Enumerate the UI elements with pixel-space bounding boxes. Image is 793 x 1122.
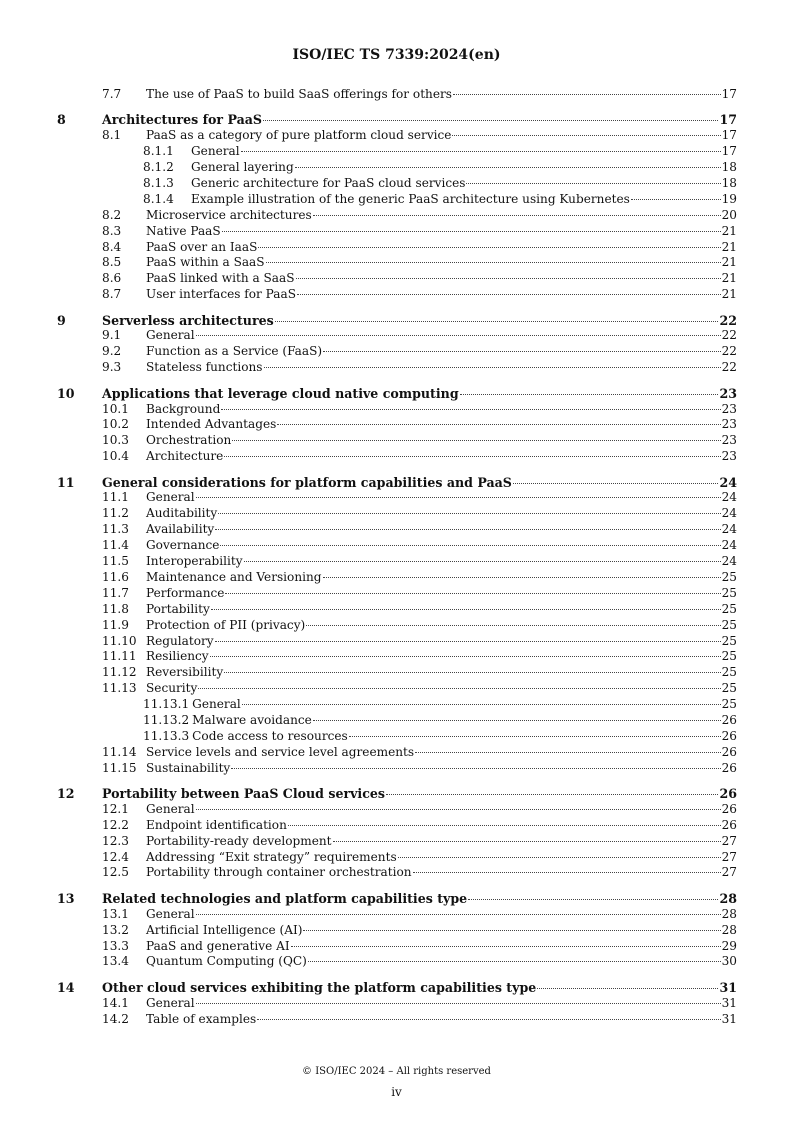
- toc-entry-title: Stateless functions: [146, 360, 263, 375]
- toc-entry-number: 8.1.3: [143, 175, 174, 190]
- toc-entry-page: 26: [721, 728, 737, 743]
- toc-entry-title: PaaS within a SaaS: [146, 255, 265, 270]
- toc-entry-title: Quantum Computing (QC): [146, 954, 307, 969]
- toc-entry-title: Performance: [146, 585, 225, 600]
- toc-dot-leader: [631, 199, 721, 200]
- toc-entry-page: 24: [719, 474, 737, 490]
- toc-entry-title: General considerations for platform capabilities and PaaS: [102, 474, 512, 490]
- toc-entry[interactable]: [57, 729, 737, 745]
- toc-entry-page: 24: [721, 554, 737, 569]
- toc-entry-page: 22: [719, 312, 737, 328]
- toc-entry[interactable]: [57, 665, 737, 681]
- toc-entry-page: 24: [721, 538, 737, 553]
- toc-entry-title: General: [146, 995, 195, 1010]
- toc-entry[interactable]: [57, 192, 737, 208]
- toc-entry-number: 10.4: [102, 449, 129, 464]
- toc-entry[interactable]: [57, 786, 737, 802]
- toc-entry-title: The use of PaaS to build SaaS offerings for others: [146, 87, 452, 101]
- toc-entry-page: 23: [721, 401, 737, 416]
- toc-entry-page: 26: [721, 817, 737, 832]
- toc-dot-leader: [323, 577, 721, 578]
- toc-entry[interactable]: [57, 490, 737, 506]
- toc-entry-title: Serverless architectures: [102, 312, 274, 328]
- toc-entry-number: 7.7: [102, 87, 122, 101]
- toc-entry[interactable]: [57, 834, 737, 850]
- toc-entry[interactable]: [57, 713, 737, 729]
- toc-dot-leader: [466, 183, 720, 184]
- toc-dot-leader: [296, 278, 721, 279]
- toc-dot-leader: [333, 841, 721, 842]
- toc-entry-number: 11.8: [102, 601, 129, 616]
- toc-entry-title: Security: [146, 681, 198, 696]
- toc-entry-page: 25: [721, 665, 737, 680]
- toc-dot-leader: [232, 440, 720, 441]
- toc-entry-title: Portability through container orchestration: [146, 865, 412, 880]
- toc-entry-page: 17: [719, 112, 737, 128]
- toc-entry-number: 8.1.1: [143, 144, 174, 159]
- toc-entry-page: 21: [721, 271, 737, 286]
- toc-entry-title: Artificial Intelligence (AI): [146, 922, 303, 937]
- toc-entry[interactable]: [57, 386, 737, 402]
- toc-entry[interactable]: [57, 208, 737, 224]
- toc-entry[interactable]: [57, 112, 737, 128]
- toc-entry-page: 28: [721, 922, 737, 937]
- toc-entry-title: General: [191, 144, 240, 159]
- toc-entry-number: 11.11: [102, 649, 137, 664]
- toc-entry-number: 8.6: [102, 271, 122, 286]
- toc-entry-page: 27: [721, 865, 737, 880]
- toc-entry-page: 28: [721, 906, 737, 921]
- toc-entry-number: 12.3: [102, 833, 129, 848]
- toc-dot-leader: [297, 294, 721, 295]
- toc-dot-leader: [313, 215, 721, 216]
- toc-dot-leader: [196, 335, 721, 336]
- toc-entry-title: Endpoint identification: [146, 817, 287, 832]
- toc-dot-leader: [468, 899, 718, 900]
- toc-entry-title: Interoperability: [146, 554, 243, 569]
- toc-entry-number: 12.1: [102, 801, 129, 816]
- toc-dot-leader: [220, 545, 720, 546]
- toc-entry-number: 12.4: [102, 849, 129, 864]
- toc-entry-number: 13.3: [102, 938, 129, 953]
- toc-entry-page: 20: [721, 207, 737, 222]
- toc-entry-title: General: [146, 801, 195, 816]
- toc-entry[interactable]: [57, 570, 737, 586]
- toc-dot-leader: [537, 988, 718, 989]
- toc-entry-page: 31: [721, 1011, 737, 1026]
- toc-entry-number: 9.3: [102, 360, 122, 375]
- toc-dot-leader: [323, 351, 721, 352]
- toc-entry-title: PaaS and generative AI: [146, 938, 290, 953]
- toc-entry-title: Intended Advantages: [146, 417, 277, 432]
- toc-entry-title: Generic architecture for PaaS cloud services: [191, 175, 466, 190]
- toc-entry-page: 21: [721, 223, 737, 238]
- toc-dot-leader: [210, 656, 721, 657]
- toc-entry-number: 11: [57, 474, 75, 490]
- toc-entry-number: 8.5: [102, 255, 122, 270]
- page-number: iv: [391, 1085, 402, 1099]
- toc-entry-title: Reversibility: [146, 665, 224, 680]
- toc-entry-title: Architectures for PaaS: [102, 112, 262, 128]
- toc-entry[interactable]: [57, 240, 737, 256]
- toc-entry-title: General: [146, 906, 195, 921]
- toc-dot-leader: [275, 321, 719, 322]
- toc-entry-number: 11.5: [102, 554, 129, 569]
- toc-dot-leader: [215, 641, 721, 642]
- toc-entry-number: 13.1: [102, 906, 129, 921]
- toc-entry[interactable]: [57, 176, 737, 192]
- toc-entry-title: Auditability: [146, 506, 218, 521]
- toc-entry[interactable]: [57, 287, 737, 303]
- toc-entry-number: 12.5: [102, 865, 129, 880]
- toc-entry-title: Table of examples: [146, 1011, 257, 1026]
- toc-entry-title: Example illustration of the generic PaaS architecture using Kubernetes: [191, 191, 630, 206]
- toc-entry-page: 23: [721, 433, 737, 448]
- toc-entry-number: 8.3: [102, 223, 122, 238]
- toc-entry-page: 27: [721, 833, 737, 848]
- toc-dot-leader: [288, 825, 721, 826]
- toc-entry-page: 22: [721, 328, 737, 343]
- toc-entry-number: 11.13: [102, 681, 137, 696]
- toc-entry-title: Resiliency: [146, 649, 209, 664]
- toc-dot-leader: [244, 561, 721, 562]
- toc-entry-page: 30: [721, 954, 737, 969]
- toc-entry-title: Architecture: [146, 449, 224, 464]
- toc-entry[interactable]: [57, 681, 737, 697]
- toc-dot-leader: [258, 247, 720, 248]
- copyright-footer: © ISO/IEC 2024 – All rights reserved: [302, 1066, 491, 1077]
- toc-entry-title: Malware avoidance: [192, 712, 312, 727]
- toc-entry-page: 31: [721, 995, 737, 1010]
- toc-entry-title: Service levels and service level agreements: [146, 744, 415, 759]
- toc-dot-leader: [386, 794, 719, 795]
- toc-entry-number: 9.1: [102, 328, 122, 343]
- table-of-contents: [57, 87, 737, 1027]
- toc-dot-leader: [215, 529, 720, 530]
- toc-entry-title: Related technologies and platform capabilities type: [102, 890, 468, 906]
- toc-entry[interactable]: [57, 891, 737, 907]
- toc-entry-page: 21: [721, 255, 737, 270]
- toc-entry-title: Regulatory: [146, 633, 214, 648]
- toc-entry-number: 8.1.2: [143, 160, 174, 175]
- toc-entry[interactable]: [57, 313, 737, 329]
- toc-dot-leader: [257, 1019, 720, 1020]
- toc-dot-leader: [460, 394, 719, 395]
- toc-entry-number: 11.4: [102, 538, 129, 553]
- toc-entry-title: General: [192, 697, 241, 712]
- toc-dot-leader: [415, 752, 721, 753]
- toc-entry[interactable]: [57, 328, 737, 344]
- toc-dot-leader: [196, 914, 721, 915]
- toc-entry-title: Code access to resources: [192, 728, 348, 743]
- toc-entry-number: 9: [57, 312, 66, 328]
- toc-entry-number: 10.3: [102, 433, 129, 448]
- toc-entry[interactable]: [57, 360, 737, 376]
- toc-entry-title: Background: [146, 401, 221, 416]
- toc-entry[interactable]: [57, 417, 737, 433]
- toc-dot-leader: [308, 961, 721, 962]
- toc-entry-number: 13: [57, 890, 75, 906]
- toc-dot-leader: [291, 946, 721, 947]
- toc-entry[interactable]: [57, 87, 737, 103]
- toc-entry-page: 19: [721, 191, 737, 206]
- toc-entry-number: 11.13.1: [143, 697, 190, 712]
- toc-dot-leader: [453, 94, 721, 95]
- toc-entry-title: Governance: [146, 538, 220, 553]
- document-header: ISO/IEC TS 7339:2024(en): [292, 47, 501, 63]
- toc-entry-page: 23: [721, 449, 737, 464]
- toc-entry-page: 21: [721, 239, 737, 254]
- toc-entry-number: 11.3: [102, 522, 129, 537]
- toc-entry-number: 10.1: [102, 401, 129, 416]
- toc-entry-page: 26: [721, 801, 737, 816]
- toc-entry-title: Availability: [146, 522, 215, 537]
- toc-dot-leader: [196, 497, 721, 498]
- toc-entry-number: 8.1: [102, 128, 122, 143]
- toc-entry-page: 23: [721, 417, 737, 432]
- toc-entry-number: 11.6: [102, 569, 129, 584]
- toc-entry-page: 28: [719, 890, 737, 906]
- toc-dot-leader: [264, 367, 721, 368]
- toc-entry[interactable]: [57, 618, 737, 634]
- toc-entry[interactable]: [57, 634, 737, 650]
- toc-entry-number: 8.2: [102, 207, 122, 222]
- toc-entry[interactable]: [57, 255, 737, 271]
- toc-entry[interactable]: [57, 818, 737, 834]
- toc-entry-number: 11.2: [102, 506, 129, 521]
- toc-entry-number: 11.14: [102, 744, 137, 759]
- toc-entry-title: General: [146, 328, 195, 343]
- toc-entry-number: 11.10: [102, 633, 137, 648]
- toc-entry-title: Microservice architectures: [146, 207, 312, 222]
- toc-dot-leader: [224, 456, 720, 457]
- toc-entry[interactable]: [57, 506, 737, 522]
- toc-dot-leader: [349, 736, 721, 737]
- toc-entry-page: 18: [721, 175, 737, 190]
- toc-entry-title: General: [146, 490, 195, 505]
- toc-entry-number: 8.4: [102, 239, 122, 254]
- toc-entry-page: 26: [721, 712, 737, 727]
- toc-entry-page: 24: [721, 522, 737, 537]
- toc-dot-leader: [263, 120, 718, 121]
- toc-entry[interactable]: [57, 923, 737, 939]
- toc-entry-title: User interfaces for PaaS: [146, 287, 296, 302]
- toc-entry-number: 11.7: [102, 585, 129, 600]
- toc-entry[interactable]: [57, 402, 737, 418]
- toc-dot-leader: [277, 424, 720, 425]
- toc-entry-page: 22: [721, 360, 737, 375]
- toc-entry[interactable]: [57, 697, 737, 713]
- toc-entry-page: 25: [721, 585, 737, 600]
- toc-entry-page: 23: [719, 385, 737, 401]
- toc-dot-leader: [266, 262, 721, 263]
- toc-dot-leader: [211, 609, 721, 610]
- toc-entry-number: 9.2: [102, 344, 122, 359]
- toc-entry-number: 8.1.4: [143, 191, 174, 206]
- toc-entry[interactable]: [57, 907, 737, 923]
- toc-entry-page: 26: [719, 786, 737, 802]
- toc-entry-number: 12.2: [102, 817, 129, 832]
- toc-dot-leader: [303, 930, 720, 931]
- toc-entry-title: Applications that leverage cloud native computing: [102, 385, 459, 401]
- toc-entry-page: 25: [721, 697, 737, 712]
- toc-entry-page: 17: [721, 87, 737, 101]
- toc-entry-number: 14.1: [102, 995, 129, 1010]
- toc-entry-number: 11.9: [102, 617, 129, 632]
- toc-dot-leader: [196, 1003, 721, 1004]
- toc-entry-title: Sustainability: [146, 760, 231, 775]
- toc-dot-leader: [222, 231, 721, 232]
- toc-entry-number: 11.12: [102, 665, 137, 680]
- toc-entry[interactable]: [57, 761, 737, 777]
- toc-entry-page: 27: [721, 849, 737, 864]
- toc-entry[interactable]: [57, 802, 737, 818]
- toc-entry[interactable]: [57, 433, 737, 449]
- toc-entry[interactable]: [57, 1012, 737, 1028]
- toc-entry-page: 24: [721, 506, 737, 521]
- toc-entry[interactable]: [57, 271, 737, 287]
- toc-entry-title: Native PaaS: [146, 223, 221, 238]
- toc-dot-leader: [242, 704, 721, 705]
- toc-dot-leader: [225, 593, 720, 594]
- toc-entry[interactable]: [57, 939, 737, 955]
- toc-entry[interactable]: [57, 128, 737, 144]
- toc-entry[interactable]: [57, 865, 737, 881]
- toc-entry-title: Protection of PII (privacy): [146, 617, 306, 632]
- toc-entry-number: 8.7: [102, 287, 122, 302]
- toc-entry-page: 25: [721, 649, 737, 664]
- toc-dot-leader: [241, 151, 721, 152]
- toc-dot-leader: [221, 409, 720, 410]
- toc-entry-title: PaaS over an IaaS: [146, 239, 258, 254]
- toc-dot-leader: [196, 809, 721, 810]
- toc-dot-leader: [231, 768, 720, 769]
- toc-entry-page: 26: [721, 744, 737, 759]
- toc-entry-number: 8: [57, 112, 66, 128]
- toc-entry-page: 26: [721, 760, 737, 775]
- toc-entry-title: PaaS as a category of pure platform cloud service: [146, 128, 452, 143]
- toc-entry-page: 24: [721, 490, 737, 505]
- toc-dot-leader: [306, 625, 720, 626]
- toc-entry-number: 12: [57, 786, 75, 802]
- toc-entry-number: 14.2: [102, 1011, 129, 1026]
- toc-entry[interactable]: [57, 586, 737, 602]
- toc-dot-leader: [224, 672, 720, 673]
- toc-entry[interactable]: [57, 980, 737, 996]
- toc-entry-page: 18: [721, 160, 737, 175]
- toc-entry-number: 11.15: [102, 760, 137, 775]
- toc-entry[interactable]: [57, 554, 737, 570]
- toc-entry-page: 22: [721, 344, 737, 359]
- toc-dot-leader: [295, 167, 721, 168]
- toc-entry[interactable]: [57, 745, 737, 761]
- toc-entry-title: General layering: [191, 160, 294, 175]
- toc-entry-title: Portability: [146, 601, 210, 616]
- toc-entry[interactable]: [57, 522, 737, 538]
- toc-entry-page: 31: [719, 979, 737, 995]
- toc-entry-title: Portability-ready development: [146, 833, 332, 848]
- toc-entry-title: PaaS linked with a SaaS: [146, 271, 295, 286]
- toc-entry[interactable]: [57, 224, 737, 240]
- toc-entry-title: Addressing “Exit strategy” requirements: [146, 849, 397, 864]
- toc-entry-page: 17: [721, 144, 737, 159]
- toc-entry[interactable]: [57, 475, 737, 491]
- toc-entry-title: Function as a Service (FaaS): [146, 344, 323, 359]
- toc-dot-leader: [413, 872, 721, 873]
- toc-entry-number: 10.2: [102, 417, 129, 432]
- toc-entry-page: 21: [721, 287, 737, 302]
- toc-dot-leader: [313, 720, 721, 721]
- toc-entry-title: Other cloud services exhibiting the platform capabilities type: [102, 979, 537, 995]
- toc-dot-leader: [452, 135, 720, 136]
- toc-dot-leader: [198, 688, 720, 689]
- toc-entry-number: 13.2: [102, 922, 129, 937]
- toc-entry-title: Orchestration: [146, 433, 232, 448]
- toc-entry[interactable]: [57, 449, 737, 465]
- toc-entry-page: 25: [721, 681, 737, 696]
- toc-entry-page: 25: [721, 633, 737, 648]
- toc-dot-leader: [513, 483, 719, 484]
- toc-entry-number: 11.1: [102, 490, 129, 505]
- toc-entry[interactable]: [57, 538, 737, 554]
- toc-entry-page: 29: [721, 938, 737, 953]
- toc-entry[interactable]: [57, 344, 737, 360]
- toc-entry-page: 17: [721, 128, 737, 143]
- toc-entry-title: Maintenance and Versioning: [146, 569, 322, 584]
- toc-entry-number: 14: [57, 979, 75, 995]
- toc-entry[interactable]: [57, 996, 737, 1012]
- toc-dot-leader: [398, 857, 721, 858]
- toc-entry[interactable]: [57, 602, 737, 618]
- toc-entry-page: 25: [721, 601, 737, 616]
- toc-dot-leader: [218, 513, 720, 514]
- toc-entry-number: 13.4: [102, 954, 129, 969]
- toc-entry-page: 25: [721, 569, 737, 584]
- toc-entry-number: 11.13.2: [143, 712, 190, 727]
- toc-entry-number: 10: [57, 385, 75, 401]
- toc-entry[interactable]: [57, 160, 737, 176]
- toc-entry-title: Portability between PaaS Cloud services: [102, 786, 385, 802]
- toc-entry[interactable]: [57, 649, 737, 665]
- toc-entry-number: 11.13.3: [143, 728, 190, 743]
- toc-entry[interactable]: [57, 850, 737, 866]
- toc-entry-page: 25: [721, 617, 737, 632]
- toc-entry[interactable]: [57, 144, 737, 160]
- toc-entry[interactable]: [57, 954, 737, 970]
